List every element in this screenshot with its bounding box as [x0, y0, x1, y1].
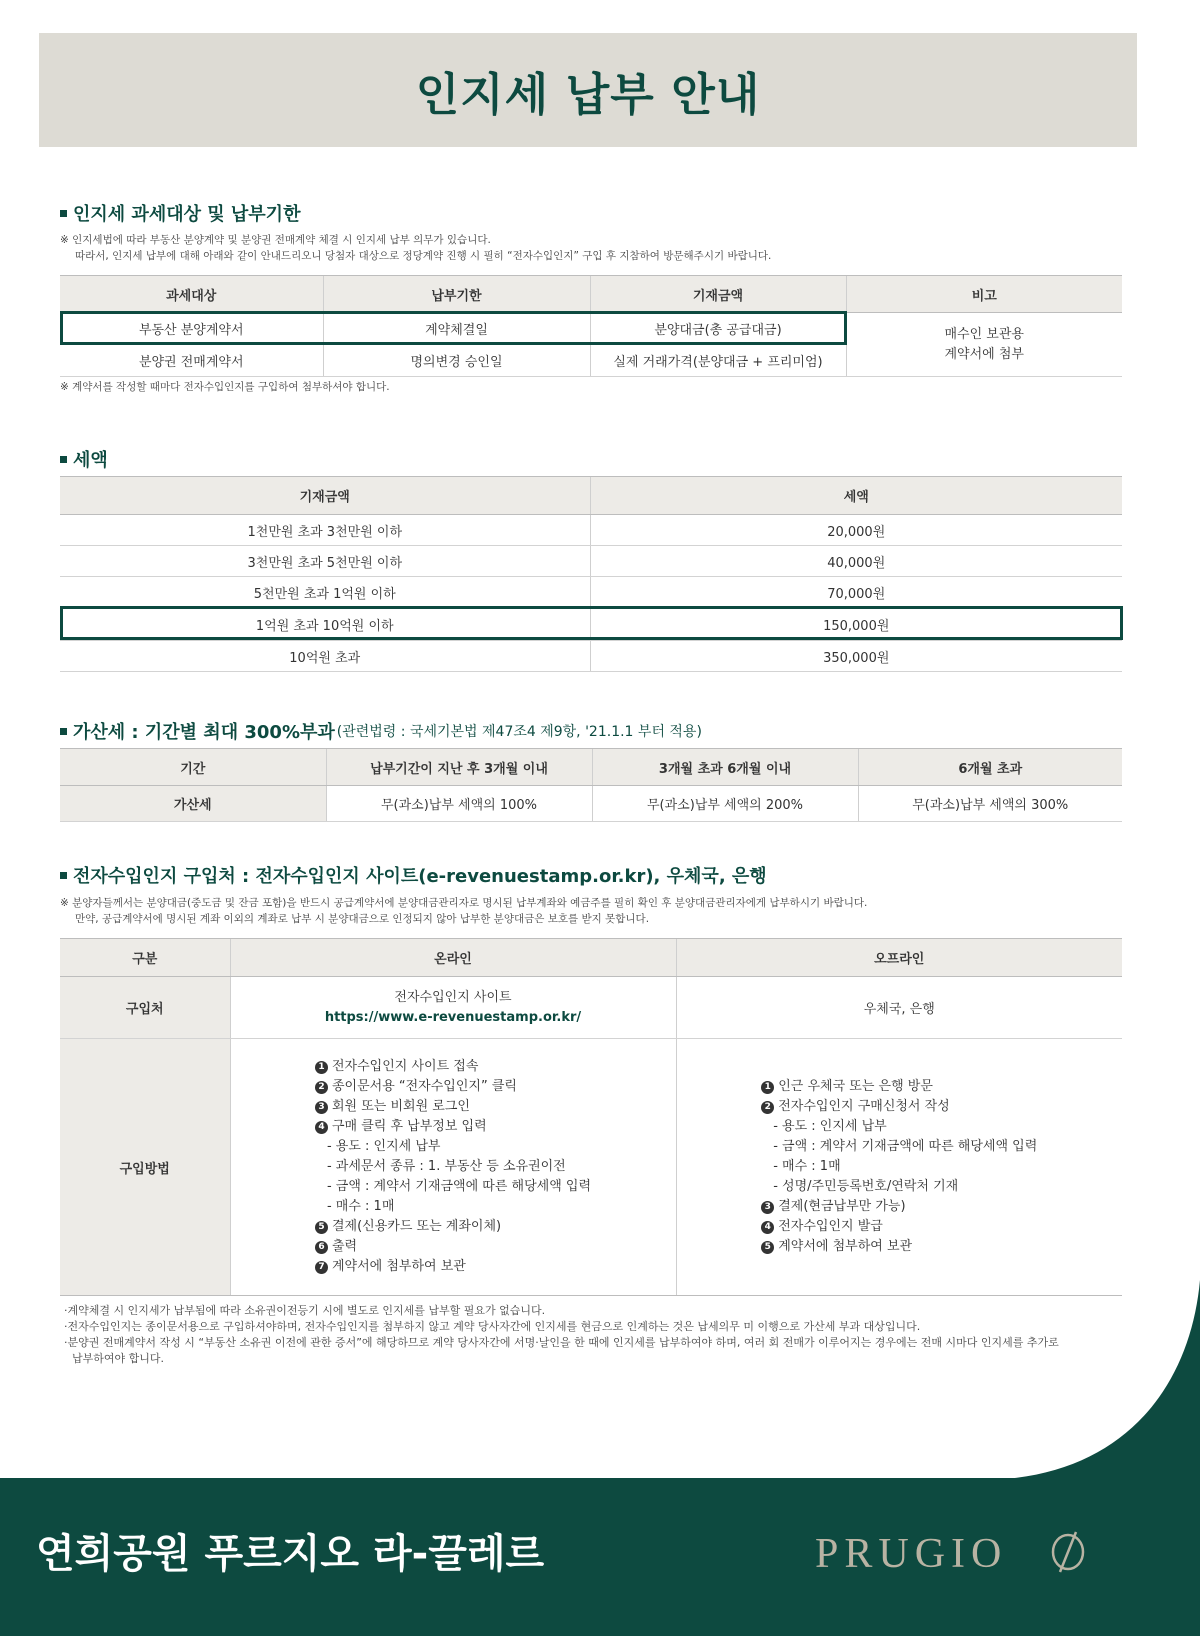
section-tax-target-note: ※ 인지세법에 따라 부동산 분양계약 및 분양권 전매계약 체결 시 인지세 납부 의무가 있습니다. 따라서, 인지세 납부에 대해 아래와 같이 안내드리오니 당첨자 대상으로 정당계약 진행 시 필히 “전자수입인지” 구입 후 지참하여 방문해주시기 바랍니다.: [60, 234, 772, 262]
tax-amount-table: [60, 476, 1122, 672]
square-bullet-icon: [60, 728, 67, 735]
square-bullet-icon: [60, 456, 67, 463]
list-item: 4 구매 클릭 후 납부정보 입력: [315, 1117, 591, 1137]
square-bullet-icon: [60, 210, 67, 217]
footnotes: ·계약체결 시 인지세가 납부됨에 따라 소유권이전등기 시에 별도로 인지세를 납부할 필요가 없습니다. ·전자수입인지는 종이문서용으로 구입하셔야하며, 전자수입인지를 첨부하지 않고 계약 당사자간에 인지세를 현금으로 인계하는 것은 납세의무 미 이행으로 가산세 부과 대상입니다. ·분양권 전매계약서 작성 시 “부동산 소유권 이전에 관한 증서”에 해당하므로 계약 당사자간에 서명·날인을 한 때에 인지세를 납부하여야 하며, 여러 회 전매가 이루어지는 경우에는 전매 시마다 인지세를 추가로 납부하여야 합니다.: [64, 1304, 1059, 1365]
title-banner: [39, 33, 1137, 147]
list-detail: - 매수 : 1매: [773, 1159, 841, 1174]
step-number-icon: 5: [761, 1241, 774, 1254]
table-row: 구입처 전자수입인지 사이트 https://www.e-revenuestamp.or.kr/ 우체국, 은행: [60, 977, 1122, 1039]
offline-steps-list: [761, 1077, 1037, 1257]
list-item: 5 결제(신용카드 또는 계좌이체): [315, 1217, 591, 1237]
header-cell: 기간: [60, 749, 326, 786]
footer-curve-decoration: [980, 1280, 1200, 1480]
list-item: 4 전자수입인지 발급: [761, 1217, 1037, 1237]
list-detail: - 과세문서 종류 : 1. 부동산 등 소유권이전: [326, 1159, 566, 1174]
section-tax-target-title: 인지세 과세대상 및 납부기한: [60, 200, 300, 226]
header-cell: 세액: [590, 477, 1122, 515]
list-detail: - 금액 : 계약서 기재금액에 따른 해당세액 입력: [773, 1139, 1038, 1154]
prugio-logo: PRUGIO: [815, 1531, 1008, 1577]
table-row: 1천만원 초과 3천만원 이하 20,000원: [60, 515, 1122, 546]
list-item: 1 인근 우체국 또는 은행 방문: [761, 1077, 1037, 1097]
step-number-icon: 4: [315, 1121, 328, 1134]
header-cell: 납부기한: [323, 276, 590, 313]
list-detail: - 용도 : 인지세 납부: [326, 1139, 441, 1154]
offline-method-cell: [676, 1039, 1122, 1296]
table-row: 1억원 초과 10억원 이하 150,000원: [60, 608, 1122, 641]
header-cell: 온라인: [230, 939, 676, 977]
list-item: 5 계약서에 첨부하여 보관: [761, 1237, 1037, 1257]
tax-target-table: [60, 275, 1122, 377]
list-item: 3 회원 또는 비회원 로그인: [315, 1097, 591, 1117]
step-number-icon: 2: [315, 1081, 328, 1094]
footer-project-name: 연희공원 푸르지오 라-끌레르: [36, 1531, 545, 1577]
page-title: 인지세 납부 안내: [415, 67, 761, 121]
site-url-link[interactable]: https://www.e-revenuestamp.or.kr/: [324, 1009, 582, 1025]
step-number-icon: 3: [761, 1201, 774, 1214]
list-detail: - 성명/주민등록번호/연락처 기재: [773, 1179, 959, 1194]
table-row: 가산세 무(과소)납부 세액의 100% 무(과소)납부 세액의 200% 무(과소)납부 세액의 300%: [60, 786, 1122, 822]
list-item: 7 계약서에 첨부하여 보관: [315, 1257, 591, 1277]
online-steps-list: [315, 1057, 591, 1277]
step-number-icon: 1: [761, 1081, 774, 1094]
table-row: 5천만원 초과 1억원 이하 70,000원: [60, 577, 1122, 608]
prugio-leaf-icon: [1048, 1528, 1088, 1576]
table-row: 부동산 분양계약서 계약체결일 분양대금(총 공급대금) 매수인 보관용 계약서에 첨부: [60, 313, 1122, 345]
list-item: 2 종이문서용 “전자수입인지” 클릭: [315, 1077, 591, 1097]
list-detail: - 금액 : 계약서 기재금액에 따른 해당세액 입력: [326, 1179, 592, 1194]
section-penalty-title: 가산세 : 기간별 최대 300%부과 (관련법령 : 국세기본법 제47조4 제9항, '21.1.1 부터 적용): [60, 718, 702, 744]
table-row: 분양권 전매계약서 명의변경 승인일 실제 거래가격(분양대금 + 프리미엄): [60, 345, 1122, 377]
list-item: 3 결제(현금납부만 가능): [761, 1197, 1037, 1217]
step-number-icon: 6: [315, 1241, 328, 1254]
list-item: 2 전자수입인지 구매신청서 작성: [761, 1097, 1037, 1117]
step-number-icon: 3: [315, 1101, 328, 1114]
list-detail: - 용도 : 인지세 납부: [773, 1119, 887, 1134]
purchase-table: [60, 938, 1122, 1296]
header-cell: 기재금액: [60, 477, 590, 515]
step-number-icon: 4: [761, 1221, 774, 1234]
step-number-icon: 1: [315, 1061, 328, 1074]
table-row: 구입방법 1 전자수입인지 사이트 접속 2 종이문서용 “전자수입인지” 클릭 3 회원 또는 비회원 로그인 4 구매 클릭 후 납부정보 입력 - 용도 : 인지세 납부 - 과세문서 종류 : 1. 부동산 등 소유권이전 - 금액 : 계약서 기재금액에 따른 해당세액 입력 - 매수 : 1매 5 결제(신용카드 또는 계좌이체) 6 출력 7 계약서에 첨부하여 보관 1 인근 우체국 또는 은행 방문 2 전자수입인지 구매신청서 작성 - 용도 : 인지세 납부 - 금액 : 계약서 기재금액에 따른 해당세액 입력 - 매수 : 1매 - 성명/주민등록번호/연락처 기재 3 결제(현금납부만 가능) 4 전자수입인지 발급 5 계약서에 첨부하여 보관: [60, 1039, 1122, 1296]
section-purchase-note: ※ 분양자들께서는 분양대금(중도금 및 잔금 포함)을 반드시 공급계약서에 분양대금관리자로 명시된 납부계좌와 예금주를 필히 확인 후 분양대금관리자에게 납부하시기 바랍니다. 만약, 공급계약서에 명시된 계좌 이외의 계좌로 납부 시 분양대금으로 인정되지 않아 납부한 분양대금은 보호를 받지 못합니다.: [60, 897, 868, 925]
square-bullet-icon: [60, 872, 67, 879]
remark-cell: 매수인 보관용 계약서에 첨부: [846, 313, 1122, 377]
online-method-cell: [230, 1039, 676, 1296]
header-cell: 오프라인: [676, 939, 1122, 977]
step-number-icon: 7: [315, 1261, 328, 1274]
section-purchase-title: 전자수입인지 구입처 : 전자수입인지 사이트(e-revenuestamp.or.kr), 우체국, 은행: [60, 862, 767, 888]
header-cell: 기재금액: [590, 276, 846, 313]
step-number-icon: 2: [761, 1101, 774, 1114]
section-tax-target-footnote: ※ 계약서를 작성할 때마다 전자수입인지를 구입하여 첨부하셔야 합니다.: [60, 381, 390, 393]
header-cell: 3개월 초과 6개월 이내: [592, 749, 858, 786]
header-cell: 구분: [60, 939, 230, 977]
header-cell: 비고: [846, 276, 1122, 313]
penalty-table: [60, 748, 1122, 822]
table-row: 3천만원 초과 5천만원 이하 40,000원: [60, 546, 1122, 577]
table-row: 10억원 초과 350,000원: [60, 641, 1122, 672]
list-detail: - 매수 : 1매: [326, 1199, 395, 1214]
step-number-icon: 5: [315, 1221, 328, 1234]
online-place-cell: 전자수입인지 사이트 https://www.e-revenuestamp.or.kr/: [230, 977, 676, 1039]
header-cell: 납부기간이 지난 후 3개월 이내: [326, 749, 592, 786]
header-cell: 6개월 초과: [858, 749, 1122, 786]
list-item: 6 출력: [315, 1237, 591, 1257]
list-item: 1 전자수입인지 사이트 접속: [315, 1057, 591, 1077]
section-tax-amount-title: 세액: [60, 446, 108, 472]
header-cell: 과세대상: [60, 276, 323, 313]
